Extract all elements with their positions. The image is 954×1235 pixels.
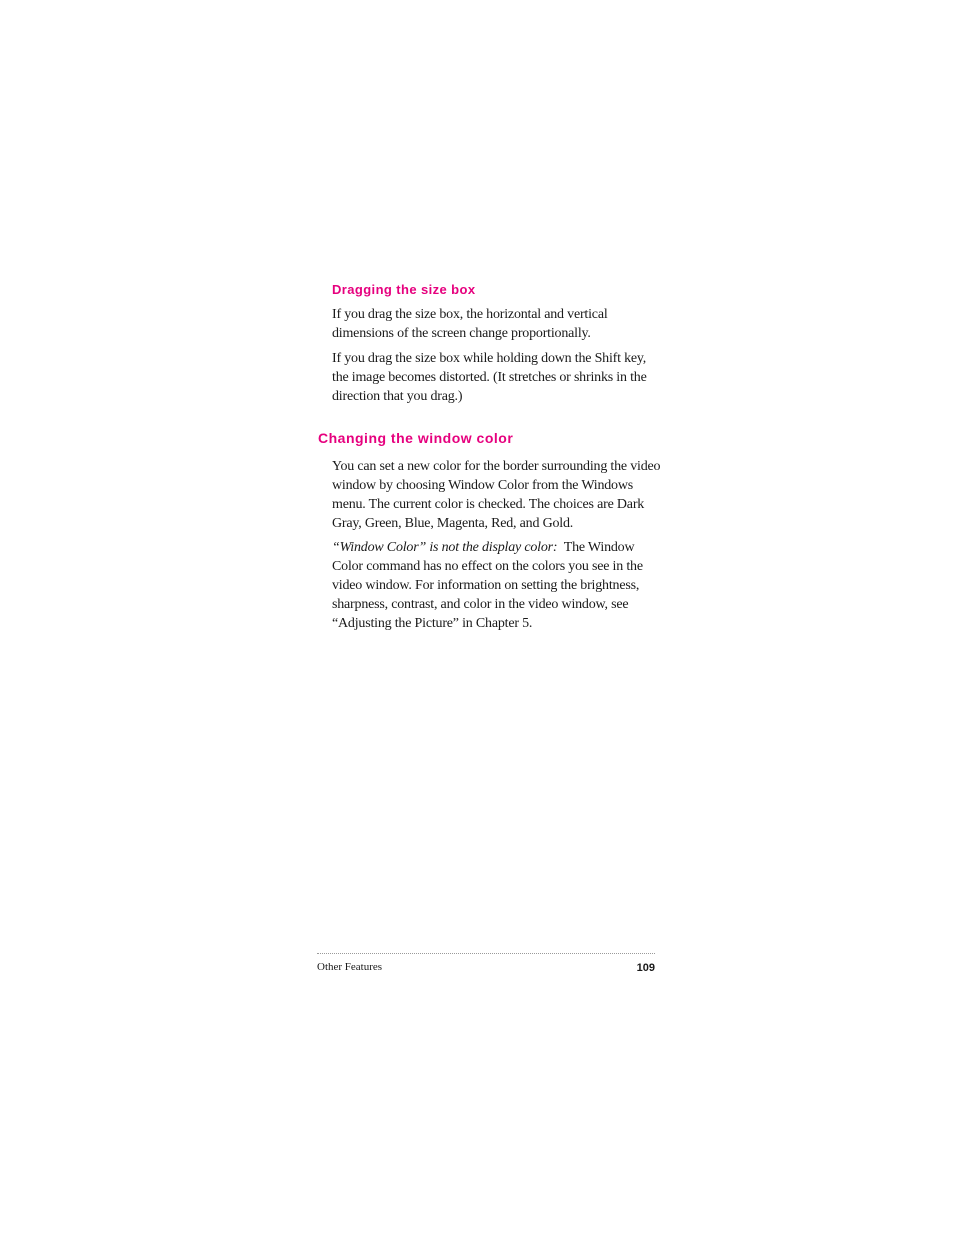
body-paragraph: You can set a new color for the border surrounding the video window by choosing Window Color from the Windows menu. The current color is checked. The choices are Dark Gray, Green, Blue, Magenta, Red, and Gold.: [332, 459, 661, 531]
note-body: The Window Color command has no effect on the colors you see in the video window. For information on setting the brightness, sharpness, contrast, and color in the video window, see “Adjusting the Picture” in Chapter 5.: [332, 540, 643, 631]
body-paragraph: If you drag the size box, the horizontal and vertical dimensions of the screen change proportionally.: [332, 307, 608, 341]
note-paragraph: [332, 538, 662, 633]
footer-chapter-title: Other Features: [317, 961, 383, 973]
body-paragraph: If you drag the size box while holding down the Shift key, the image becomes distorted. (It stretches or shrinks in the direction that you drag.): [332, 351, 647, 404]
page-number: 109: [636, 962, 655, 974]
note-lead: “Window Color” is not the display color:: [332, 540, 558, 555]
section-heading: Changing the window color: [318, 430, 514, 446]
footer-divider: [317, 953, 655, 954]
subsection-heading: Dragging the size box: [332, 282, 476, 297]
